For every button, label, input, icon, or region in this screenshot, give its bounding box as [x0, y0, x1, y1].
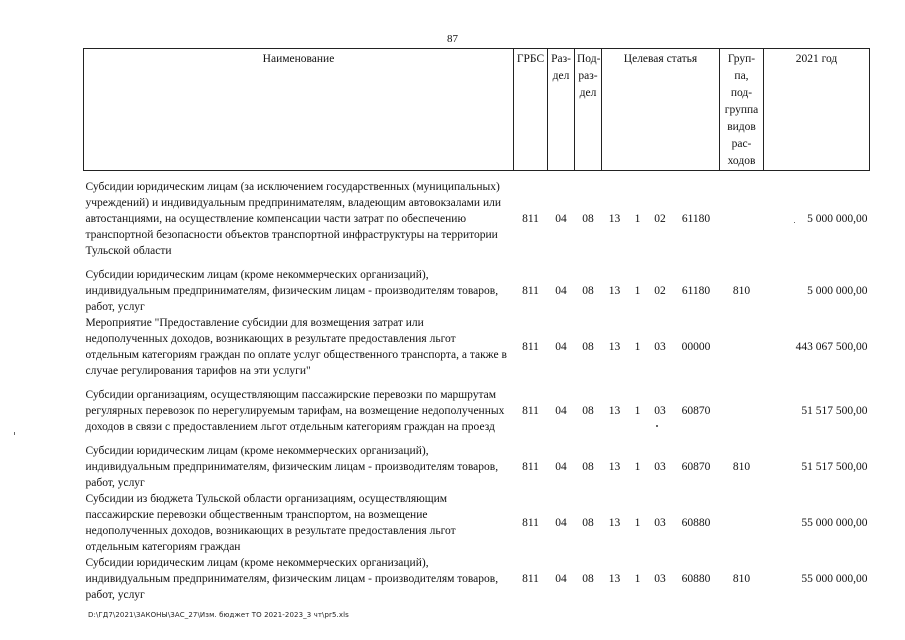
- grbs-cell: 811: [522, 516, 539, 529]
- row-name-cell: Субсидии юридическим лицам (кроме некоммерческих организаций), индивидуальным предпринимателям, физическим лицам - производителям товаров, работ, услуг: [85, 556, 499, 601]
- expense-group-cell: [720, 491, 764, 555]
- grbs-cell: 811: [522, 340, 539, 353]
- amount-cell: 5 000 000,00: [807, 284, 868, 297]
- amount-cell: 55 000 000,00: [801, 572, 868, 585]
- target-part4-cell: 60880: [681, 516, 711, 529]
- expense-group-cell: 810: [732, 572, 751, 585]
- scan-speck: [656, 425, 658, 427]
- target-part4-cell: 60870: [681, 404, 711, 417]
- budget-table: [83, 48, 870, 603]
- grbs-cell: 811: [522, 460, 539, 473]
- target-part2-cell: 1: [634, 340, 641, 353]
- target-part3-cell: 02: [654, 212, 666, 225]
- expense-group-cell: 810: [732, 460, 751, 473]
- table-body: [84, 171, 870, 603]
- target-part1-cell: 13: [608, 404, 621, 417]
- header-razdel: Раз- дел: [548, 49, 575, 171]
- razdel-cell: 04: [555, 404, 567, 417]
- row-name-cell: Субсидии юридическим лицам (кроме некоммерческих организаций), индивидуальным предпринимателям, физическим лицам - производителям товаров, работ, услуг: [85, 268, 499, 313]
- header-expense-group: Груп- па, под- группа видов рас- ходов: [720, 49, 764, 171]
- target-part4-cell: 00000: [681, 340, 711, 353]
- target-part1-cell: 13: [608, 340, 621, 353]
- target-part3-cell: 03: [654, 572, 666, 585]
- target-part1-cell: 13: [608, 212, 621, 225]
- podrazdel-cell: 08: [582, 404, 594, 417]
- scan-speck: [14, 432, 15, 435]
- amount-cell: 51 517 500,00: [801, 404, 868, 417]
- podrazdel-cell: 08: [582, 460, 594, 473]
- target-part3-cell: 02: [654, 284, 666, 297]
- expense-group-cell: [720, 171, 764, 267]
- target-part2-cell: 1: [634, 284, 641, 297]
- table-row: [84, 267, 870, 315]
- table-row: [84, 555, 870, 603]
- razdel-cell: 04: [555, 460, 567, 473]
- target-part1-cell: 13: [608, 572, 621, 585]
- grbs-cell: 811: [522, 284, 539, 297]
- expense-group-cell: 810: [732, 284, 751, 297]
- expense-group-cell: [720, 315, 764, 379]
- grbs-cell: 811: [522, 572, 539, 585]
- row-name-cell: Субсидии организациям, осуществляющим пассажирские перевозки по маршрутам регулярных перевозок по нерегулируемым тарифам, на возмещение недополученных доходов в связи с предоставлением льгот отдельным категориям граждан на проезд: [85, 388, 505, 433]
- table-header-row: [84, 49, 870, 171]
- amount-cell: 51 517 500,00: [801, 460, 868, 473]
- target-part1-cell: 13: [608, 516, 621, 529]
- page-number: 87: [447, 33, 458, 45]
- table-row: [84, 315, 870, 379]
- target-part3-cell: 03: [654, 516, 666, 529]
- row-name-cell: Субсидии юридическим лицам (за исключением государственных (муниципальных) учреждений) и индивидуальным предпринимателям, владеющим автовокзалами или автостанциями, на осуществление компенсации части затрат по обеспечению транспортной безопасности объектов транспортной инфраструктуры на территории Тульской области: [85, 180, 502, 257]
- row-name-cell: Субсидии юридическим лицам (кроме некоммерческих организаций), индивидуальным предпринимателям, физическим лицам - производителям товаров, работ, услуг: [85, 444, 499, 489]
- target-part2-cell: 1: [634, 516, 641, 529]
- target-part4-cell: 61180: [681, 212, 711, 225]
- file-path-footer: D:\ГД7\2021\ЗАКОНЫ\ЗАС_27\Изм. бюджет ТО 2021-2023_3 чт\pr5.xls: [88, 611, 349, 619]
- header-target-article: Целевая статья: [602, 49, 720, 171]
- table-row: [84, 379, 870, 443]
- target-part3-cell: 03: [654, 460, 666, 473]
- header-podrazdel: Под- раз- дел: [575, 49, 602, 171]
- amount-cell: 5 000 000,00: [807, 212, 868, 225]
- expense-group-cell: [720, 379, 764, 443]
- podrazdel-cell: 08: [582, 516, 594, 529]
- razdel-cell: 04: [555, 212, 567, 225]
- podrazdel-cell: 08: [582, 572, 594, 585]
- table-row: [84, 443, 870, 491]
- razdel-cell: 04: [555, 340, 567, 353]
- target-part2-cell: 1: [634, 460, 641, 473]
- razdel-cell: 04: [555, 572, 567, 585]
- target-part4-cell: 60870: [681, 460, 711, 473]
- podrazdel-cell: 08: [582, 340, 594, 353]
- podrazdel-cell: 08: [582, 212, 594, 225]
- row-name-cell: Субсидии из бюджета Тульской области организациям, осуществляющим пассажирские перевозки общественным транспортом, на возмещение недополученных доходов, возникающих в результате предоставления льгот отдельным категориям граждан: [85, 492, 456, 553]
- table-row: [84, 171, 870, 267]
- table-row: [84, 491, 870, 555]
- header-grbs: ГРБС: [514, 49, 548, 171]
- grbs-cell: 811: [522, 404, 539, 417]
- razdel-cell: 04: [555, 516, 567, 529]
- amount-cell: 443 067 500,00: [795, 340, 868, 353]
- target-part4-cell: 60880: [681, 572, 711, 585]
- podrazdel-cell: 08: [582, 284, 594, 297]
- target-part3-cell: 03: [654, 404, 666, 417]
- target-part3-cell: 03: [654, 340, 666, 353]
- target-part2-cell: 1: [634, 404, 641, 417]
- target-part1-cell: 13: [608, 460, 621, 473]
- target-part2-cell: 1: [634, 212, 641, 225]
- target-part1-cell: 13: [608, 284, 621, 297]
- scan-speck: [794, 222, 795, 223]
- grbs-cell: 811: [522, 212, 539, 225]
- header-year-2021: 2021 год: [764, 49, 870, 171]
- target-part2-cell: 1: [634, 572, 641, 585]
- row-name-cell: Мероприятие "Предоставление субсидии для возмещения затрат или недополученных доходов, возникающих в результате предоставления льгот отдельным категориям граждан по оплате услуг общественного транспорта, а также в случае регулирования тарифов на эти услуги": [85, 316, 507, 377]
- amount-cell: 55 000 000,00: [801, 516, 868, 529]
- razdel-cell: 04: [555, 284, 567, 297]
- target-part4-cell: 61180: [681, 284, 711, 297]
- header-name: Наименование: [84, 49, 514, 171]
